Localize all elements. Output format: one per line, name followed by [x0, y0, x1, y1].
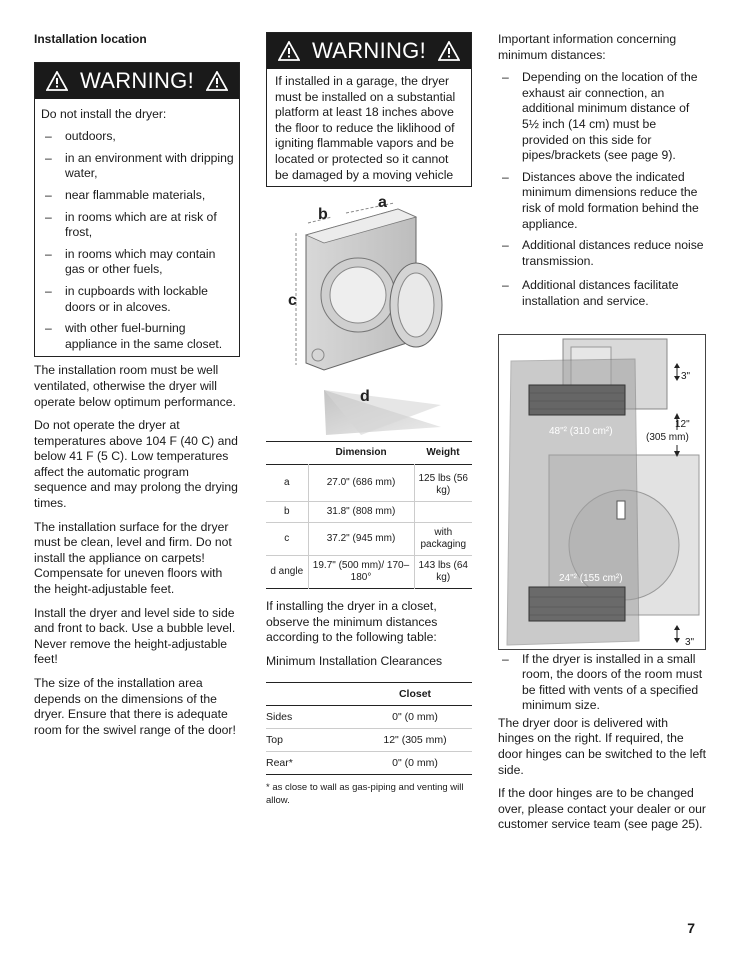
warning-body: [35, 99, 239, 357]
footnote: * as close to wall as gas-piping and venting will allow.: [266, 781, 464, 806]
shelf-gap-mm-label: (305 mm): [645, 430, 690, 446]
closet-diagram: [498, 334, 706, 650]
table-row: [266, 502, 472, 523]
table-row: [266, 556, 472, 589]
paragraph: Important information concerning minimum distances:: [498, 32, 677, 62]
dim-label-b: b: [318, 206, 328, 224]
distance-notes: [498, 70, 706, 309]
middle-column: [266, 32, 472, 815]
table-header: Closet: [398, 687, 432, 700]
table-cell: 31.8" (808 mm): [308, 502, 414, 523]
left-column: [34, 32, 240, 746]
list-item: – in an environment with dripping water,: [41, 151, 237, 182]
list-item: – If the dryer is installed in a small room, the doors of the room must be fitted with vents of a specified minimum size.: [498, 652, 706, 714]
warning-list: [41, 129, 237, 352]
dim-label-a: a: [378, 195, 387, 212]
table-row: [266, 465, 472, 502]
list-item: – outdoors,: [41, 129, 237, 145]
table-cell: 19.7" (500 mm)/ 170–180°: [308, 556, 414, 589]
table-header: Dimension: [335, 447, 387, 459]
table-cell: 12" (305 mm): [383, 733, 447, 746]
warning-header: [267, 33, 471, 69]
table-cell: 0" (0 mm): [392, 756, 438, 769]
table-cell: 143 lbs (64 kg): [414, 556, 472, 589]
paragraph: The dryer door is delivered with hinges on the right. If required, the door hinges can be switched to the left side.: [498, 715, 706, 777]
table-cell: 27.0" (686 mm): [308, 465, 414, 502]
warning-triangle-icon: [46, 71, 68, 91]
list-item: – in rooms which may contain gas or other fuels,: [41, 247, 237, 278]
table-cell: d angle: [270, 566, 304, 578]
list-item: – Depending on the location of the exhaust air connection, an additional minimum distance of 5½ inch (14 cm) must be provided on this side for pipes/brackets (see page 9).: [498, 70, 706, 164]
table-cell: Sides: [266, 710, 293, 723]
list-item: – near flammable materials,: [41, 188, 237, 204]
table-header: Weight: [426, 447, 460, 459]
table-row: [266, 523, 472, 556]
table-cell: c: [284, 533, 290, 545]
dim-label-d: d: [360, 388, 370, 406]
warning-title: WARNING!: [79, 67, 195, 93]
list-item: – Additional distances facilitate installation and service.: [498, 278, 706, 309]
dimension-table: [266, 441, 472, 589]
warning-title: WARNING!: [311, 38, 427, 64]
list-item: – in cupboards with lockable doors or in alcoves.: [41, 284, 237, 315]
shelf-gap-label: 12": [675, 418, 690, 430]
warning-triangle-icon: [206, 71, 228, 91]
warning-triangle-icon: [278, 41, 300, 61]
vent-note: [498, 652, 706, 714]
warning-box-middle: [266, 32, 472, 187]
list-item: – Additional distances reduce noise transmission.: [498, 238, 706, 269]
paragraph: The size of the installation area depends on the dimensions of the dryer. Ensure that there is adequate room for the swivel range of the door!: [34, 676, 236, 737]
warning-intro: Do not install the dryer:: [41, 106, 167, 121]
table-cell: 37.2" (945 mm): [308, 523, 414, 556]
clearance-title: Minimum Installation Clearances: [266, 653, 443, 668]
table-cell: with packaging: [414, 523, 472, 556]
dim-label-c: c: [288, 292, 297, 310]
paragraph: If installing the dryer in a closet, observe the minimum distances according to the following table:: [266, 599, 438, 645]
paragraph: Install the dryer and level side to side and front to back. Use a bubble level. Never remove the height-adjustable feet!: [34, 605, 236, 667]
table-cell: Top: [266, 733, 283, 746]
list-item: – with other fuel-burning appliance in the same closet.: [41, 321, 237, 352]
closet-illustration: [499, 335, 705, 649]
list-item: – Distances above the indicated minimum dimensions reduce the risk of mold formation behind the appliance.: [498, 170, 706, 232]
warning-box-left: [34, 62, 240, 358]
table-cell: 0" (0 mm): [392, 710, 438, 723]
paragraph: Do not operate the dryer at temperatures above 104 F (40 C) and below 41 F (5 C). Low temperatures affect the automatic program sequence and may prolong the drying times.: [34, 418, 238, 511]
top-gap-label: 3": [681, 370, 691, 382]
table-cell: b: [283, 506, 290, 518]
table-row: [266, 705, 472, 728]
table-cell: a: [283, 477, 290, 489]
bottom-gap-label: 3": [685, 636, 695, 648]
table-cell: Rear*: [266, 756, 293, 769]
dryer-dimensions-diagram: [266, 195, 472, 435]
table-cell: 125 lbs (56 kg): [414, 465, 472, 502]
section-heading: Installation location: [34, 32, 147, 46]
warning-triangle-icon: [438, 41, 460, 61]
table-cell: [414, 502, 472, 523]
warning-body: If installed in a garage, the dryer must be installed on a substantial platform at least 18 inches above the floor to reduce the liklihood of igniting flammable vapors and be located or protected so it cannot be damaged by a moving vehicle: [275, 74, 456, 182]
upper-vent-label: 48"² (310 cm²): [549, 425, 613, 437]
list-item: – in rooms which are at risk of frost,: [41, 210, 237, 241]
paragraph: The installation surface for the dryer must be clean, level and firm. Do not install the appliance on carpets! Compensate for uneven floors with the height-adjustable feet.: [34, 519, 232, 597]
lower-vent-label: 24"² (155 cm²): [559, 572, 623, 584]
right-column: [498, 32, 706, 841]
table-header: [266, 442, 308, 465]
page-number: 7: [687, 920, 695, 936]
clearance-table: [266, 682, 472, 775]
warning-header: [35, 63, 239, 99]
table-row: [266, 728, 472, 751]
paragraph: The installation room must be well ventilated, otherwise the dryer will operate below optimum performance.: [34, 363, 236, 409]
table-row: [266, 751, 472, 774]
paragraph: If the door hinges are to be changed over, please contact your dealer or our customer service team (see page 25).: [498, 786, 706, 832]
